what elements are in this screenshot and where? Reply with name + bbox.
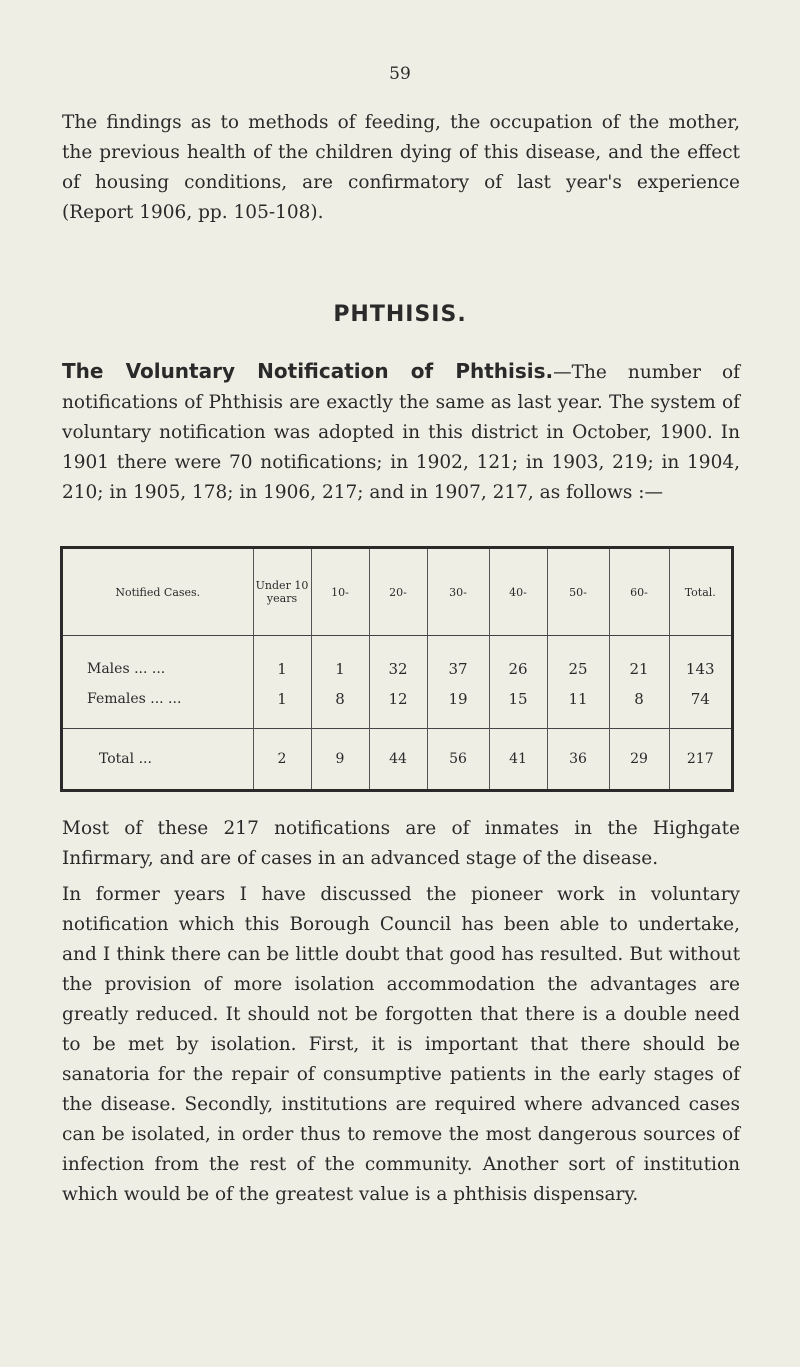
table-cell: 56 — [427, 729, 489, 790]
table-cell: 1 — [253, 636, 311, 685]
table-cell: 1 — [311, 636, 369, 685]
column-header: 40- — [489, 549, 547, 636]
table-cell: 37 — [427, 636, 489, 685]
table-cell: 29 — [609, 729, 669, 790]
column-header: 50- — [547, 549, 609, 636]
column-header: 30- — [427, 549, 489, 636]
column-header: Total. — [669, 549, 731, 636]
row-label: Males ... ... — [87, 661, 166, 677]
column-header: Under 10 years — [253, 549, 311, 636]
table-row-males — [63, 636, 731, 685]
row-label: Total ... — [63, 729, 253, 790]
column-header: 10- — [311, 549, 369, 636]
row-label: Females ... ... — [87, 691, 182, 707]
table-cell: 21 — [609, 636, 669, 685]
table-row-total — [63, 729, 731, 790]
table-cell: 44 — [369, 729, 427, 790]
table-cell: 12 — [369, 684, 427, 729]
page-number: 59 — [389, 64, 411, 84]
table-cell: 8 — [609, 684, 669, 729]
table-header-row — [63, 549, 731, 636]
run-in-heading: The Voluntary Notification of Phthisis. — [62, 359, 554, 383]
table-cell: 26 — [489, 636, 547, 685]
table-cell: 19 — [427, 684, 489, 729]
table-cell: 143 — [669, 636, 731, 685]
table-cell: 25 — [547, 636, 609, 685]
table-cell: 8 — [311, 684, 369, 729]
table-row-females — [63, 684, 731, 729]
column-header: 60- — [609, 549, 669, 636]
closing-paragraph: In former years I have discussed the pioneer work in voluntary notification which this Borough Council has been able to undertake, and I think there can be little doubt that good has resulted. But without the provision of more isolation accommodation the advantages are greatly reduced. It should not be forgotten that there is a double need to be met by isolation. First, it is important that there should be sanatoria for the repair of consumptive patients in the early stages of the disease. Secondly, institutions are required where advanced cases can be isolated, in order thus to remove the most dangerous sources of infection from the rest of the community. Another sort of institution which would be of the greatest value is a phthisis dispensary. — [62, 884, 740, 1205]
section-heading: PHTHISIS. — [333, 302, 467, 327]
notification-paragraph — [62, 356, 740, 508]
notifications-table — [60, 546, 734, 792]
table-cell: 32 — [369, 636, 427, 685]
table-cell: 217 — [669, 729, 731, 790]
table-cell: 41 — [489, 729, 547, 790]
table-cell: 1 — [253, 684, 311, 729]
table-cell: 15 — [489, 684, 547, 729]
after-table-paragraph: Most of these 217 notifications are of inmates in the Highgate Infirmary, and are of cases in an advanced stage of the disease. — [62, 818, 740, 869]
column-header: 20- — [369, 549, 427, 636]
table-cell: 9 — [311, 729, 369, 790]
table-cell: 36 — [547, 729, 609, 790]
table-cell: 2 — [253, 729, 311, 790]
column-header: Notified Cases. — [63, 549, 253, 636]
notification-text: —The number of notifications of Phthisis are exactly the same as last year. The system of voluntary notification was adopted in this district in October, 1900. In 1901 there were 70 notifications; in 1902, 121; in 1903, 219; in 1904, 210; in 1905, 178; in 1906, 217; and in 1907, 217, as follows :— — [62, 362, 740, 503]
table-cell: 74 — [669, 684, 731, 729]
table-cell: 11 — [547, 684, 609, 729]
intro-paragraph: The findings as to methods of feeding, the occupation of the mother, the previous health of the children dying of this disease, and the effect of housing conditions, are confirmatory of last year's experience (Report 1906, pp. 105-108). — [62, 112, 740, 223]
